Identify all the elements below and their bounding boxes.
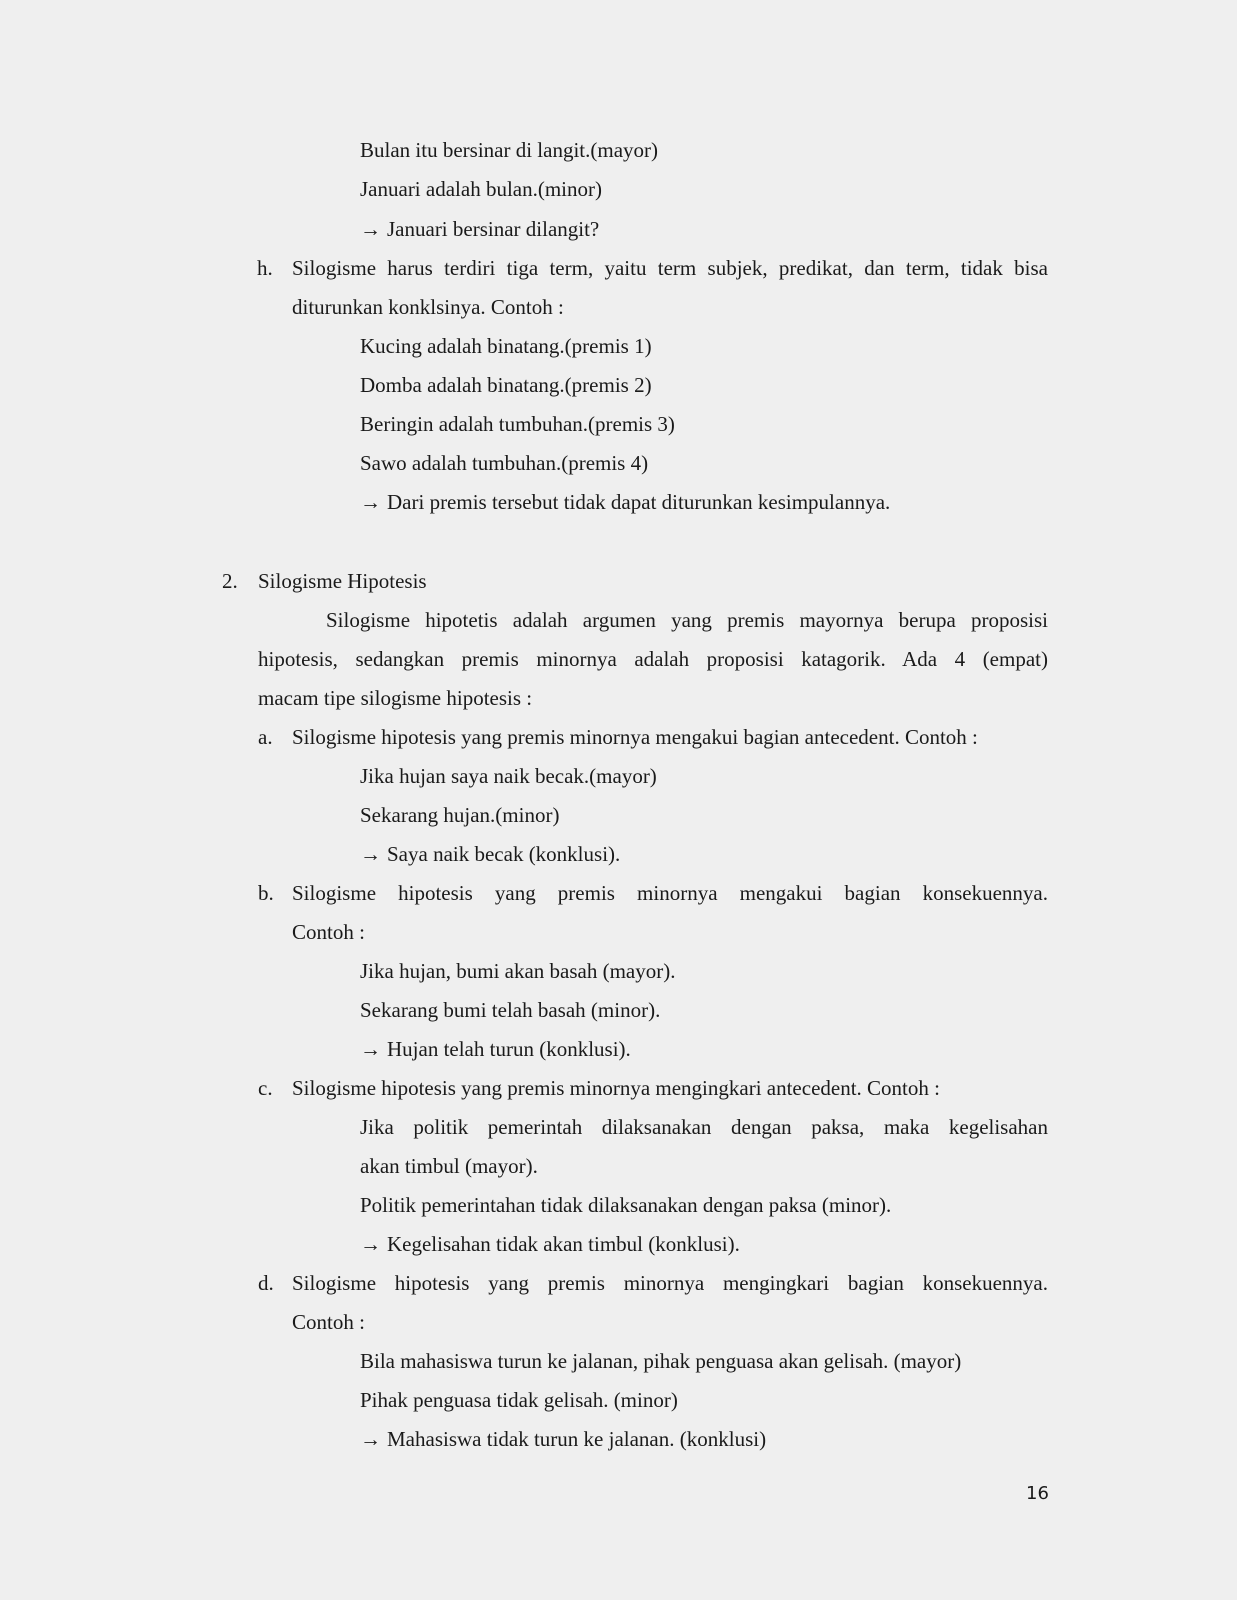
arrow-right-icon: → (360, 217, 381, 241)
premise-1: Kucing adalah binatang.(premis 1) (360, 334, 652, 358)
item-b-conclusion: → Hujan telah turun (konklusi). (360, 1037, 631, 1061)
item-b-line2: Contoh : (292, 920, 365, 944)
item-d-conclusion: → Mahasiswa tidak turun ke jalanan. (konklusi) (360, 1427, 767, 1451)
item-c-mayor-line2: akan timbul (mayor). (360, 1154, 538, 1178)
item-h-line1: Silogisme harus terdiri tiga term, yaitu term subjek, predikat, dan term, tidak bisa (292, 256, 1048, 280)
item-c-conclusion: → Kegelisahan tidak akan timbul (konklusi). (360, 1232, 740, 1256)
section-intro-line2: hipotesis, sedangkan premis minornya adalah proposisi katagorik. Ada 4 (empat) (258, 647, 1048, 671)
example-mayor: Bulan itu bersinar di langit.(mayor) (360, 138, 659, 162)
example-conclusion: → Januari bersinar dilangit? (360, 217, 600, 241)
premise-4: Sawo adalah tumbuhan.(premis 4) (360, 451, 649, 475)
item-h-line2: diturunkan konklsinya. Contoh : (292, 295, 564, 319)
item-b-mayor: Jika hujan, bumi akan basah (mayor). (360, 959, 676, 983)
arrow-right-icon: → (360, 1232, 381, 1256)
list-marker-b: b. (258, 881, 274, 905)
premise-2: Domba adalah binatang.(premis 2) (360, 373, 652, 397)
item-b-line1: Silogisme hipotesis yang premis minornya mengakui bagian konsekuennya. (292, 881, 1048, 905)
item-d-mayor: Bila mahasiswa turun ke jalanan, pihak penguasa akan gelisah. (mayor) (360, 1349, 962, 1373)
item-d-line2: Contoh : (292, 1310, 365, 1334)
item-a-mayor: Jika hujan saya naik becak.(mayor) (360, 764, 657, 788)
section-intro-line1: Silogisme hipotetis adalah argumen yang premis mayornya berupa proposisi (326, 608, 1048, 632)
section-title: Silogisme Hipotesis (258, 569, 427, 593)
arrow-right-icon: → (360, 1037, 381, 1061)
item-c-line1: Silogisme hipotesis yang premis minornya mengingkari antecedent. Contoh : (292, 1076, 940, 1100)
item-a-minor: Sekarang hujan.(minor) (360, 803, 560, 827)
item-a-conclusion: → Saya naik becak (konklusi). (360, 842, 621, 866)
page-number: 16 (1026, 1483, 1049, 1504)
arrow-right-icon: → (360, 1427, 381, 1451)
example-minor: Januari adalah bulan.(minor) (360, 177, 602, 201)
item-a-line1: Silogisme hipotesis yang premis minornya mengakui bagian antecedent. Contoh : (292, 725, 978, 749)
arrow-right-icon: → (360, 490, 381, 514)
section-intro-line3: macam tipe silogisme hipotesis : (258, 686, 533, 710)
list-marker-a: a. (258, 725, 273, 749)
list-marker-d: d. (258, 1271, 274, 1295)
arrow-right-icon: → (360, 842, 381, 866)
item-d-line1: Silogisme hipotesis yang premis minornya mengingkari bagian konsekuennya. (292, 1271, 1048, 1295)
item-b-minor: Sekarang bumi telah basah (minor). (360, 998, 661, 1022)
item-c-mayor-line1: Jika politik pemerintah dilaksanakan dengan paksa, maka kegelisahan (360, 1115, 1048, 1139)
section-number: 2. (222, 569, 238, 593)
list-marker-h: h. (257, 256, 273, 280)
item-c-minor: Politik pemerintahan tidak dilaksanakan dengan paksa (minor). (360, 1193, 892, 1217)
item-d-minor: Pihak penguasa tidak gelisah. (minor) (360, 1388, 678, 1412)
premise-3: Beringin adalah tumbuhan.(premis 3) (360, 412, 675, 436)
item-h-conclusion: → Dari premis tersebut tidak dapat diturunkan kesimpulannya. (360, 490, 891, 514)
list-marker-c: c. (258, 1076, 273, 1100)
